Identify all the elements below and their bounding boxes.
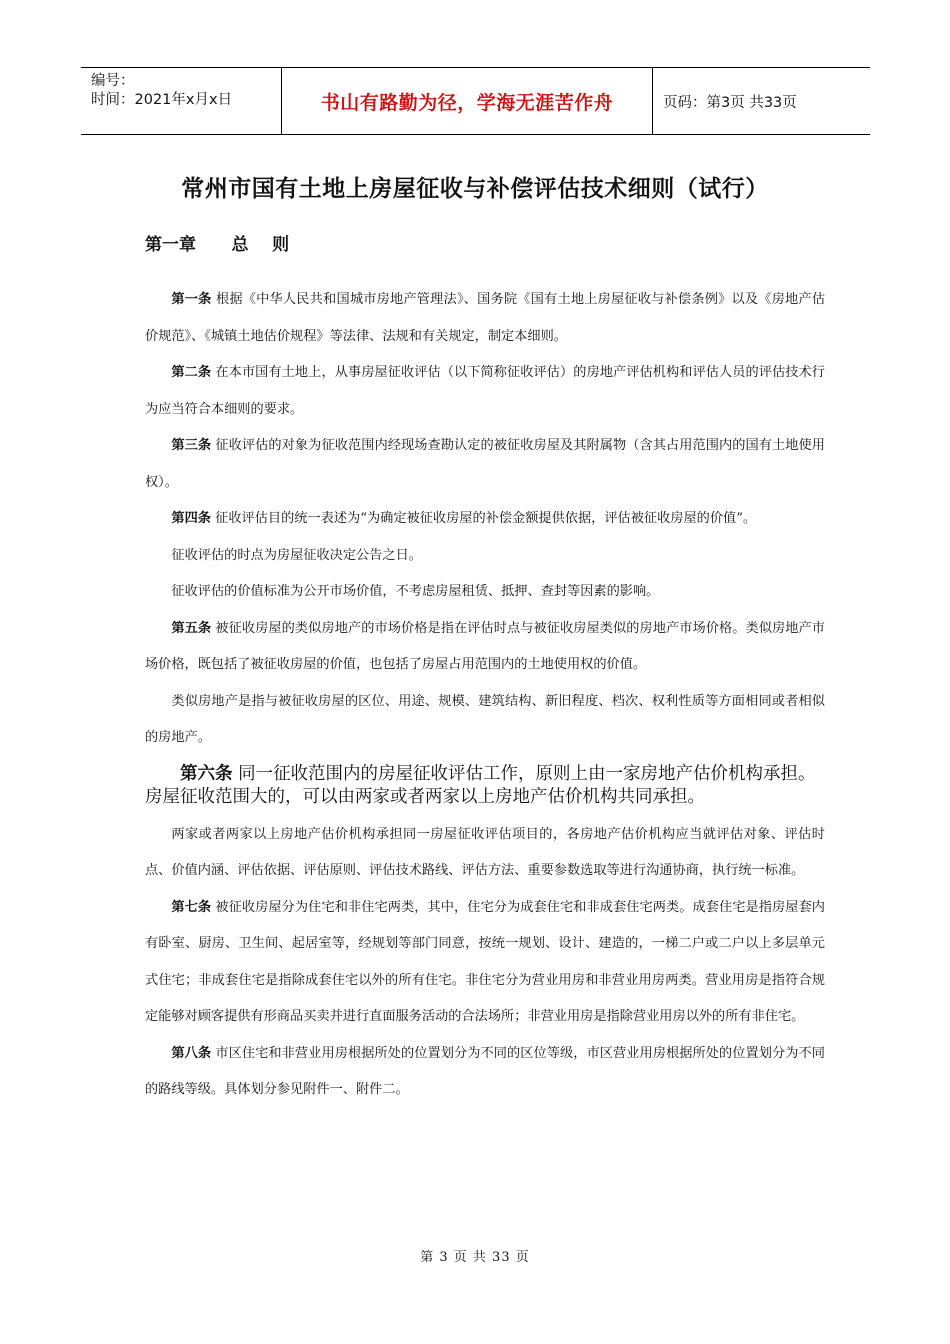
article-8 xyxy=(145,1036,825,1109)
article-7 xyxy=(145,890,825,1036)
header-table xyxy=(81,67,870,135)
chapter-heading: 第一章 总 则 xyxy=(145,235,290,255)
paragraph-text: 征收评估的价值标准为公开市场价值，不考虑房屋租赁、抵押、查封等因素的影响。 xyxy=(171,584,660,599)
article-3 xyxy=(145,428,825,501)
header-slogan: 书山有路勤为径，学海无涯苦作舟 xyxy=(281,68,653,134)
document-body xyxy=(145,282,825,1109)
page-footer: 第 3 页 共 33 页 xyxy=(420,1250,530,1265)
article-5 xyxy=(145,611,825,684)
article-text: 征收评估的对象为征收范围内经现场查勘认定的被征收房屋及其附属物（含其占用范围内的国有土地使用权）。 xyxy=(145,438,825,490)
article-label: 第一条 xyxy=(171,292,212,307)
article-label: 第三条 xyxy=(171,438,212,453)
article-4-timepoint xyxy=(145,538,825,575)
paragraph-text: 征收评估的时点为房屋征收决定公告之日。 xyxy=(171,547,422,563)
article-label: 第五条 xyxy=(171,620,212,636)
header-meta xyxy=(81,68,281,134)
time-label: 时间：2021年x月x日 xyxy=(91,92,233,108)
document-title: 常州市国有土地上房屋征收与补偿评估技术细则（试行） xyxy=(181,176,769,202)
article-5-similar-property xyxy=(145,684,825,757)
serial-number-label: 编号： xyxy=(91,73,135,89)
article-text: 征收评估目的统一表述为“为确定被征收房屋的补偿金额提供依据，评估被征收房屋的价值”。 xyxy=(210,511,757,526)
article-label: 第二条 xyxy=(171,365,212,380)
article-text: 同一征收范围内的房屋征收评估工作，原则上由一家房地产估价机构承担。房屋征收范围大的，可以由两家或者两家以上房地产估价机构共同承担。 xyxy=(145,763,816,807)
article-label: 第四条 xyxy=(171,511,211,526)
article-6-multiple-agencies xyxy=(145,817,825,890)
article-text: 被征收房屋分为住宅和非住宅两类，其中，住宅分为成套住宅和非成套住宅两类。成套住宅是指房屋套内有卧室、厨房、卫生间、起居室等，经规划等部门同意，按统一规划、设计、建造的，一梯二户或二户以上多层单元式住宅；非成套住宅是指除成套住宅以外的所有住宅。非住宅分为营业用房和非营业用房两类。营业用房是指符合规定能够对顾客提供有形商品买卖并进行直面服务活动的合法场所；非营业用房是指除营业用房以外的所有非住宅。 xyxy=(145,899,825,1024)
article-text: 在本市国有土地上，从事房屋征收评估（以下简称征收评估）的房地产评估机构和评估人员的评估技术行为应当符合本细则的要求。 xyxy=(145,365,825,417)
article-label: 第六条 xyxy=(180,763,233,784)
article-2 xyxy=(145,355,825,428)
article-6 xyxy=(145,757,825,817)
header-page-info: 页码：第3页 共33页 xyxy=(663,94,797,111)
article-text: 根据《中华人民共和国城市房地产管理法》、国务院《国有土地上房屋征收与补偿条例》以及《房地产估价规范》、《城镇土地估价规程》等法律、法规和有关规定，制定本细则。 xyxy=(145,292,826,344)
article-text: 被征收房屋的类似房地产的市场价格是指在评估时点与被征收房屋类似的房地产市场价格。类似房地产市场价格，既包括了被征收房屋的价值，也包括了房屋占用范围内的土地使用权的价值。 xyxy=(145,620,825,672)
article-label: 第八条 xyxy=(171,1045,212,1061)
article-text: 市区住宅和非营业用房根据所处的位置划分为不同的区位等级，市区营业用房根据所处的位置划分为不同的路线等级。具体划分参见附件一、附件二。 xyxy=(145,1045,825,1097)
article-4-value-standard xyxy=(145,574,825,611)
paragraph-text: 两家或者两家以上房地产估价机构承担同一房屋征收评估项目的，各房地产估价机构应当就评估对象、评估时点、价值内涵、评估依据、评估原则、评估技术路线、评估方法、重要参数选取等进行沟通协商，执行统一标准。 xyxy=(145,826,825,878)
article-label: 第七条 xyxy=(171,899,212,915)
paragraph-text: 类似房地产是指与被征收房屋的区位、用途、规模、建筑结构、新旧程度、档次、权利性质等方面相同或者相似的房地产。 xyxy=(145,693,825,745)
article-4 xyxy=(145,501,825,538)
article-1 xyxy=(145,282,825,355)
